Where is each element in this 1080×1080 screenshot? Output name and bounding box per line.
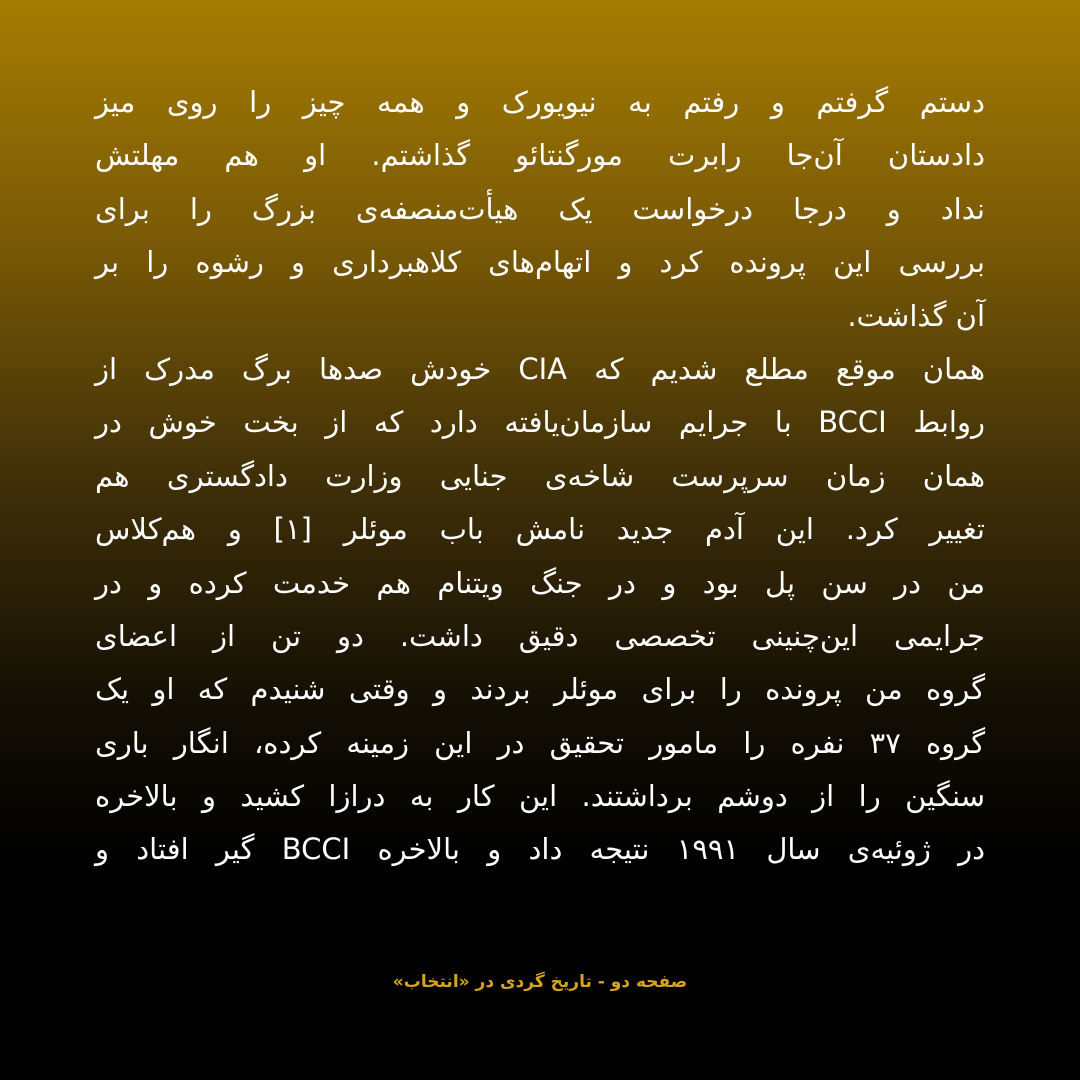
body-line: جرایمی این‌چنینی تخصصی دقیق داشت. دو تن از اعضای: [95, 618, 985, 653]
body-line: بررسی این پرونده کرد و اتهام‌های کلاهبرداری و رشوه را بر: [95, 245, 985, 280]
body-line: آن گذاشت.: [847, 298, 985, 333]
body-line: روابط BCCI با جرایم سازمان‌یافته دارد که از بخت خوش در: [95, 405, 985, 440]
body-line: همان زمان سرپرست شاخه‌ی جنایی وزارت دادگستری هم: [95, 458, 985, 493]
body-line: تغییر کرد. این آدم جدید نامش باب موئلر [۱] و هم‌کلاس: [95, 512, 985, 547]
body-line: گروه من پرونده را برای موئلر بردند و وقتی شنیدم که او یک: [95, 672, 985, 707]
article-body: [95, 76, 985, 877]
page-footer: صفحه دو - تاریخ گردی در «انتخاب»: [392, 972, 688, 992]
body-line: همان موقع مطلع شدیم که CIA خودش صدها برگ مدرک از: [95, 351, 985, 386]
body-line: من در سن پل بود و در جنگ ویتنام هم خدمت کرده و در: [95, 565, 985, 600]
body-line: در ژوئیه‌ی سال ۱۹۹۱ نتیجه داد و بالاخره BCCI گیر افتاد و: [95, 832, 986, 867]
body-line: دستم گرفتم و رفتم به نیویورک و همه چیز را روی میز: [95, 85, 985, 119]
body-line: سنگین را از دوشم برداشتند. این کار به درازا کشید و بالاخره: [95, 779, 985, 814]
body-line: نداد و درجا درخواست یک هیأت‌منصفه‌ی بزرگ را برای: [95, 191, 985, 226]
body-line: گروه ۳۷ نفره را مامور تحقیق در این زمینه کرده، انگار باری: [95, 725, 985, 760]
body-line: دادستان آن‌جا رابرت مورگنتائو گذاشتم. او هم مهلتش: [95, 138, 985, 173]
